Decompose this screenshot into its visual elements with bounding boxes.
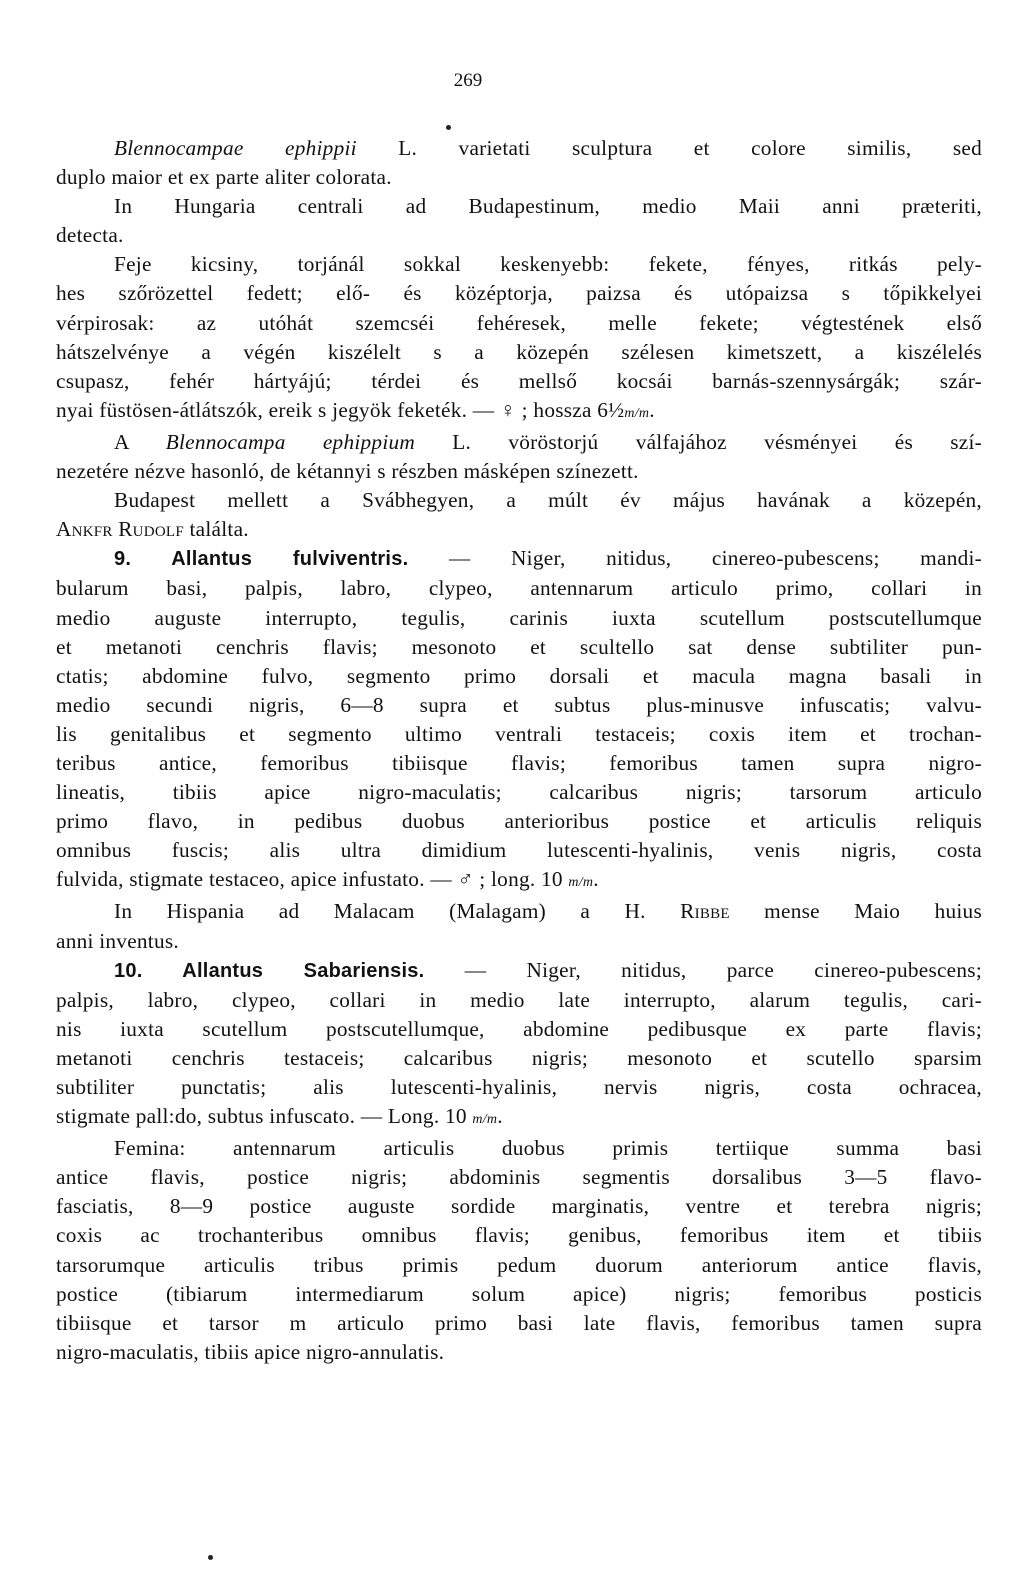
author-name: Ankfr Rudolf (56, 517, 184, 542)
paragraph-line: Ankfr Rudolf találta. (56, 517, 249, 542)
paragraph-line: medio auguste interrupto, tegulis, carinis iuxta scutellum postscutellumque (56, 605, 982, 630)
paragraph-line: A Blennocampa ephippium L. vöröstorjú válfajához vésményei és szí- (114, 429, 982, 454)
paragraph-line: metanoti cenchris testaceis; calcaribus nigris; mesonoto et scutello sparsim (56, 1045, 982, 1070)
paragraph-line: nis iuxta scutellum postscutellumque, abdomine pedibusque ex parte flavis; (56, 1016, 982, 1041)
paragraph-line: Blennocampae ephippii L. varietati sculptura et colore similis, sed (114, 136, 982, 160)
paragraph-line: In Hungaria centrali ad Budapestinum, medio Maii anni præteriti, (114, 194, 982, 219)
paragraph-line: Femina: antennarum articulis duobus primis tertiique summa basi (114, 1136, 982, 1161)
species-name: Blennocampae ephippii (114, 136, 357, 160)
paragraph-line: omnibus fuscis; alis ultra dimidium lutescenti-hyalinis, venis nigris, costa (56, 838, 982, 863)
paragraph-line: nyai füstösen-átlátszók, ereik s jegyök feketék. — ♀ ; hossza 6½m/m. (56, 397, 655, 422)
paragraph-line: nezetére nézve hasonló, de kétannyi s részben másképen színezett. (56, 459, 639, 484)
paragraph-line: nigro-maculatis, tibiis apice nigro-annulatis. (56, 1339, 445, 1364)
paragraph-line: palpis, labro, clypeo, collari in medio late interrupto, alarum tegulis, cari- (56, 987, 982, 1012)
species-heading: 9. Allantus fulviventris. (114, 548, 409, 571)
paragraph-line: et metanoti cenchris flavis; mesonoto et scultello sat dense subtiliter pun- (56, 634, 982, 659)
paragraph-line: bularum basi, palpis, labro, clypeo, antennarum articulo primo, collari in (56, 576, 982, 601)
body-text (56, 134, 982, 1367)
paragraph-line: antice flavis, postice nigris; abdominis segmentis dorsalibus 3—5 flavo- (56, 1165, 982, 1190)
unit-mm: m/m (472, 1112, 498, 1128)
paragraph-line: teribus antice, femoribus tibiisque flavis; femoribus tamen supra nigro- (56, 750, 982, 775)
paragraph-line: Budapest mellett a Svábhegyen, a múlt év május havának a közepén, (114, 488, 982, 513)
bottom-dot-mark (208, 1555, 213, 1560)
species-name: Blennocampa ephippium (165, 429, 416, 454)
paragraph-line: 9. Allantus fulviventris. — Niger, nitidus, cinereo-pubescens; mandi- (114, 546, 982, 571)
paragraph-line: coxis ac trochanteribus omnibus flavis; genibus, femoribus item et tibiis (56, 1223, 982, 1248)
paragraph-line: tarsorumque articulis tribus primis pedum duorum anteriorum antice flavis, (56, 1252, 982, 1277)
paragraph-line: medio secundi nigris, 6—8 supra et subtus plus-minusve infuscatis; valvu- (56, 692, 982, 717)
paragraph-line: fasciatis, 8—9 postice auguste sordide marginatis, ventre et terebra nigris; (56, 1194, 982, 1219)
paragraph-line: fulvida, stigmate testaceo, apice infustato. — ♂ ; long. 10 m/m. (56, 867, 599, 892)
paragraph-line: duplo maior et ex parte aliter colorata. (56, 165, 392, 190)
paragraph-line: stigmate pall:do, subtus infuscato. — Long. 10 m/m. (56, 1104, 503, 1129)
paragraph-line: csupasz, fehér hártyájú; térdei és mellső kocsái barnás-szennysárgák; szár- (56, 368, 982, 393)
paragraph-line: subtiliter punctatis; alis lutescenti-hyalinis, nervis nigris, costa ochracea, (56, 1075, 982, 1099)
unit-mm: m/m (568, 875, 594, 891)
paragraph-line: 10. Allantus Sabariensis. — Niger, nitidus, parce cinereo-pubescens; (114, 957, 982, 982)
paragraph-line: In Hispania ad Malacam (Malagam) a H. Ribbe mense Maio huius (114, 899, 982, 924)
unit-mm: m/m (624, 405, 650, 421)
paragraph-line: primo flavo, in pedibus duobus anterioribus postice et articulis reliquis (56, 809, 982, 834)
paragraph-line: ctatis; abdomine fulvo, segmento primo dorsali et macula magna basali in (56, 663, 982, 688)
paragraph-line: anni inventus. (56, 928, 179, 953)
paragraph-line: hátszelvénye a végén kiszélelt s a közepén szélesen kimetszett, a kiszélelés (56, 339, 982, 364)
species-heading: 10. Allantus Sabariensis. (114, 959, 425, 982)
paragraph-line: hes szőrözettel fedett; elő- és középtorja, paizsa és utópaizsa s tőpikkelyei (56, 281, 982, 306)
paragraph-line: detecta. (56, 223, 124, 248)
paragraph-line: lineatis, tibiis apice nigro-maculatis; calcaribus nigris; tarsorum articulo (56, 780, 982, 805)
paragraph-line: tibiisque et tarsor m articulo primo basi late flavis, femoribus tamen supra (56, 1310, 982, 1335)
author-name: Ribbe (680, 899, 730, 924)
top-dot-mark (446, 125, 451, 130)
paragraph-line: Feje kicsiny, torjánál sokkal keskenyebb: fekete, fényes, ritkás pely- (114, 252, 982, 277)
paragraph-line: vérpirosak: az utóhát szemcséi fehéresek, melle fekete; végtestének első (56, 310, 982, 335)
paragraph-line: postice (tibiarum intermediarum solum apice) nigris; femoribus posticis (56, 1281, 982, 1306)
paragraph-line: lis genitalibus et segmento ultimo ventrali testaceis; coxis item et trochan- (56, 721, 982, 746)
page-number: 269 (453, 70, 483, 91)
